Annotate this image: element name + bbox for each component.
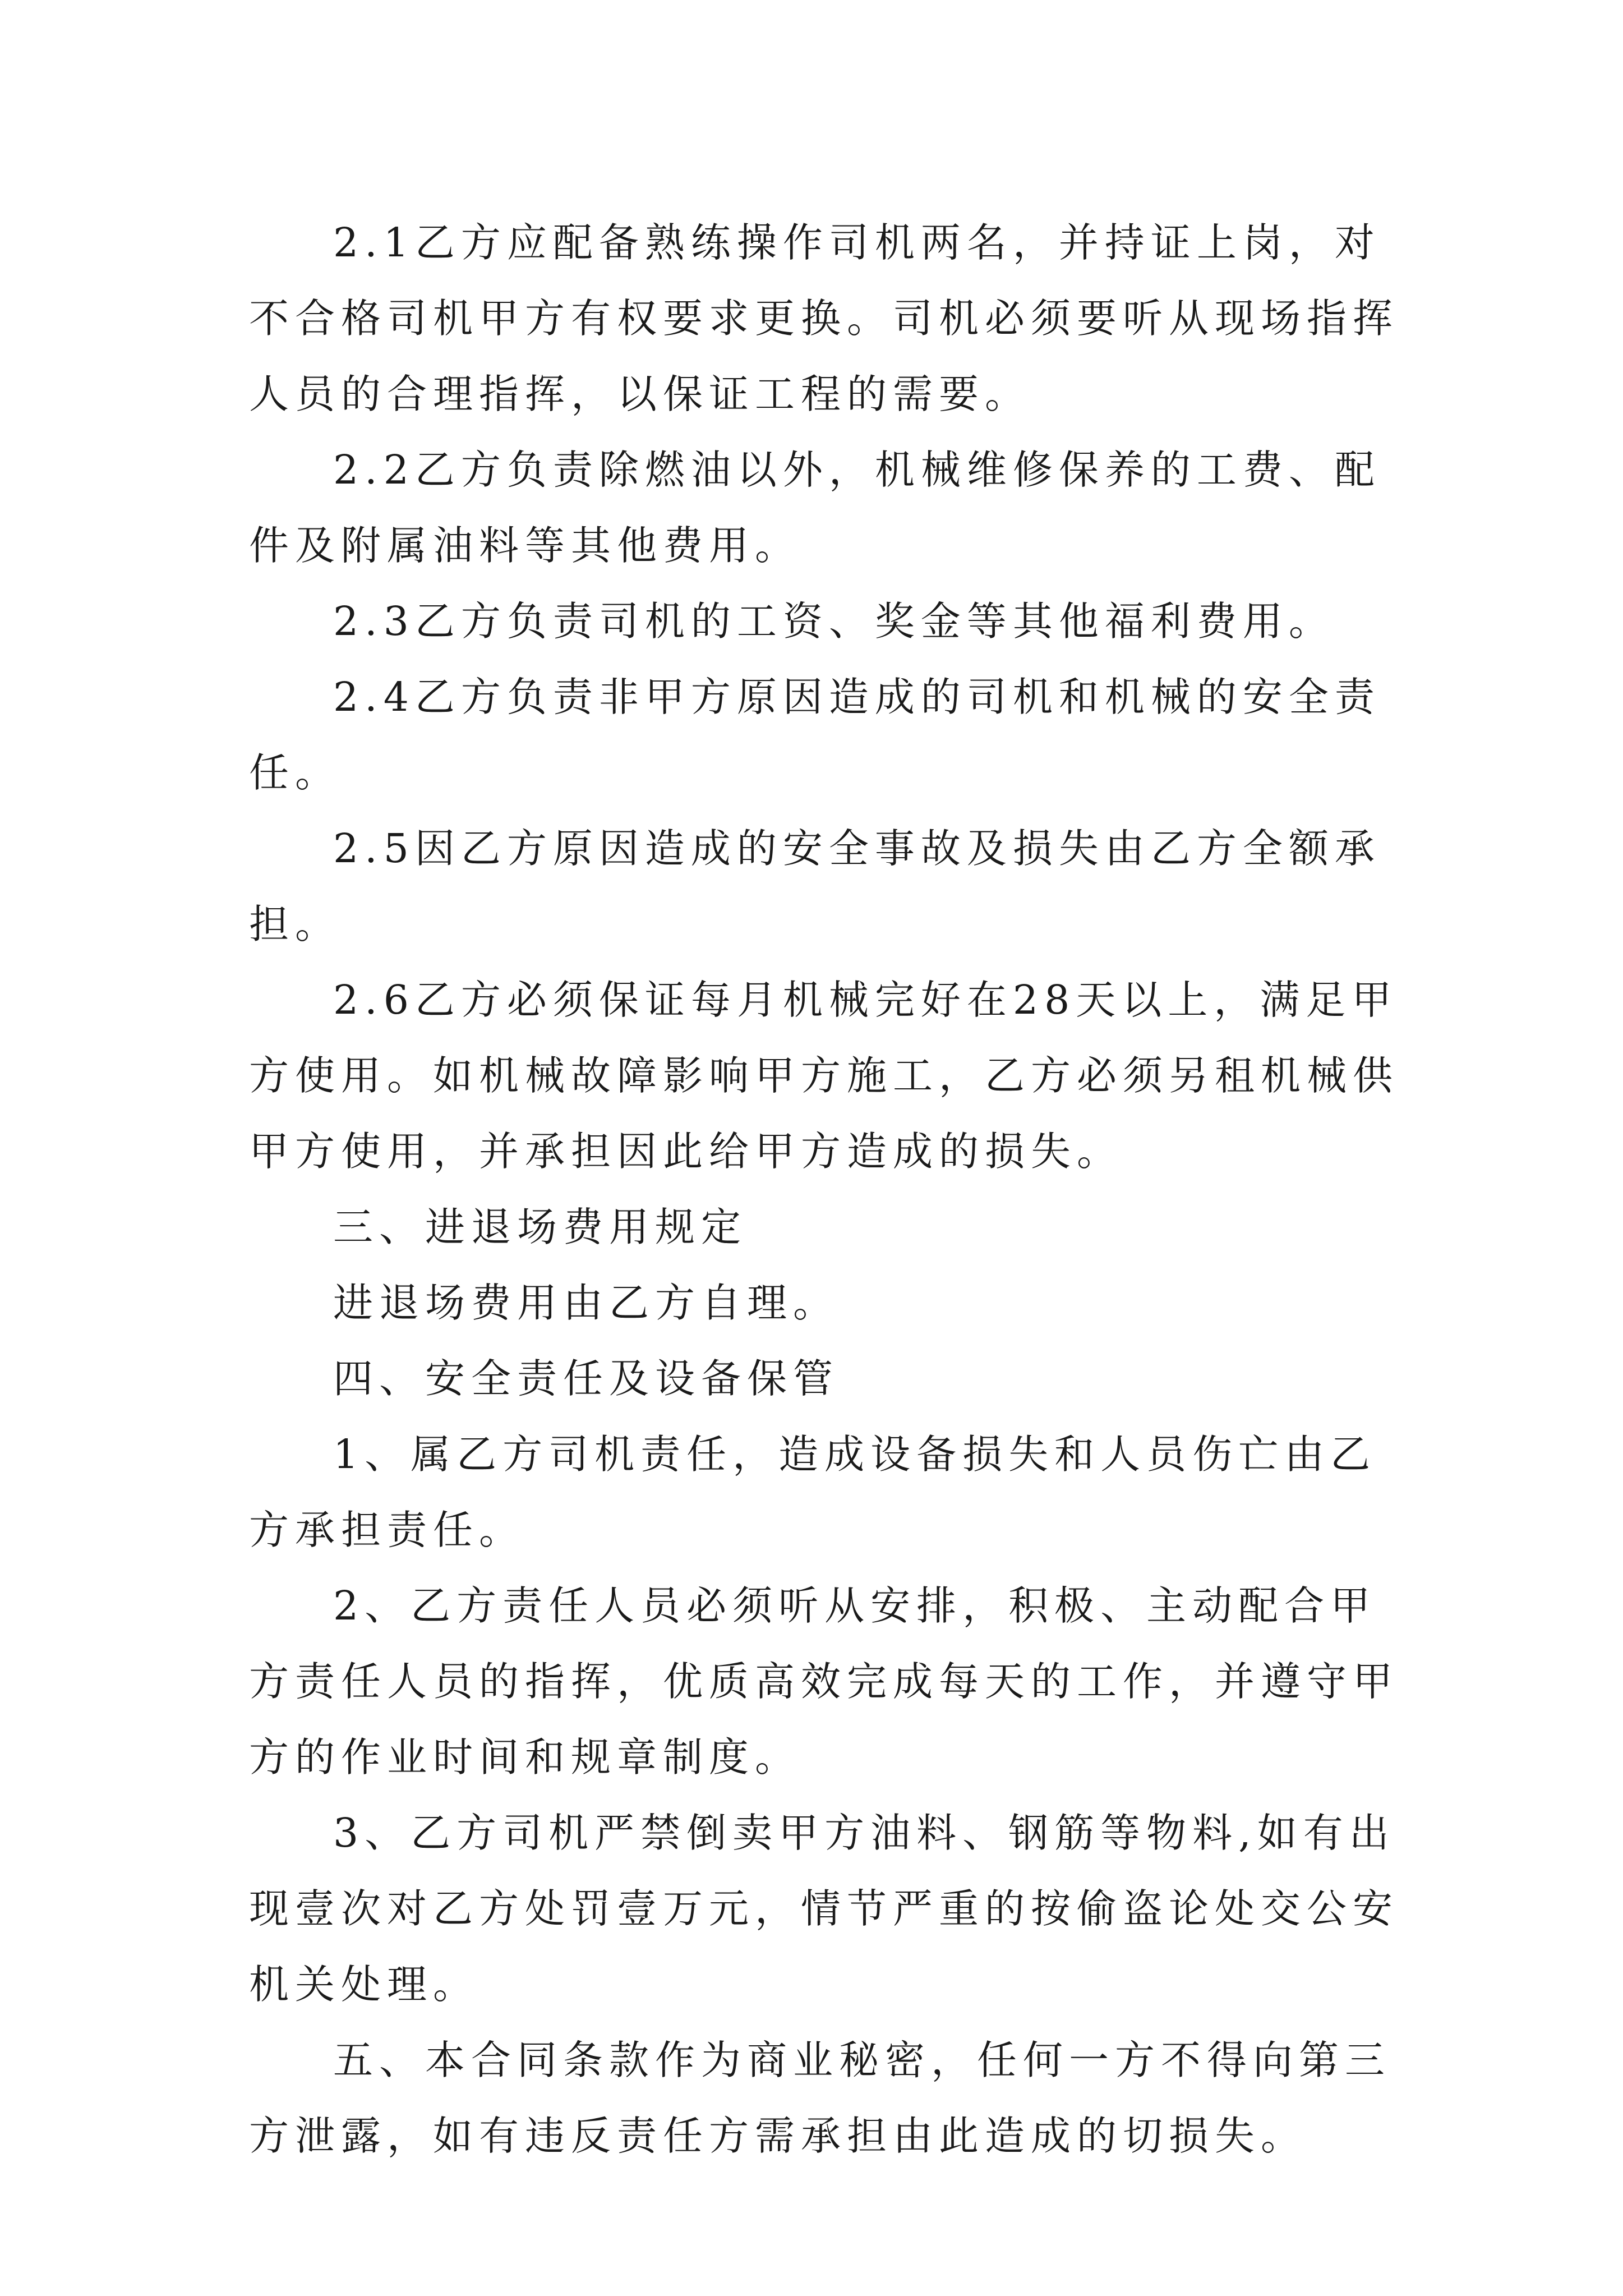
section-heading-4: 四、安全责任及设备保管	[333, 1355, 840, 1402]
clause-4-3: 3、乙方司机严禁倒卖甲方油料、钢筋等物料,如有出现壹次对乙方处罚壹万元，情节严重的按偷盗论处交公安机关处理。	[249, 1810, 1399, 2008]
section-heading-3: 三、进退场费用规定	[333, 1204, 748, 1250]
section-5-confidentiality: 五、本合同条款作为商业秘密，任何一方不得向第三方泄露，如有违反责任方需承担由此造成的切损失。	[249, 2037, 1391, 2159]
clause-2-5: 2.5因乙方原因造成的安全事故及损失由乙方全额承担。	[249, 825, 1381, 947]
clause-2-2: 2.2乙方负责除燃油以外，机械维修保养的工费、配件及附属油料等其他费用。	[249, 447, 1381, 569]
clause-2-4: 2.4乙方负责非甲方原因造成的司机和机械的安全责任。	[249, 674, 1381, 796]
clause-2-3: 2.3乙方负责司机的工资、奖金等其他福利费用。	[333, 598, 1335, 645]
clause-2-6: 2.6乙方必须保证每月机械完好在28天以上，满足甲方使用。如机械故障影响甲方施工，乙方必须另租机械供甲方使用，并承担因此给甲方造成的损失。	[249, 977, 1399, 1175]
document-body	[249, 205, 1404, 2174]
clause-4-2: 2、乙方责任人员必须听从安排，积极、主动配合甲方责任人员的指挥，优质高效完成每天的工作，并遵守甲方的作业时间和规章制度。	[249, 1582, 1399, 1780]
clause-2-1: 2.1乙方应配备熟练操作司机两名，并持证上岗，对不合格司机甲方有权要求更换。司机必须要听从现场指挥人员的合理指挥，以保证工程的需要。	[249, 219, 1399, 417]
clause-4-1: 1、属乙方司机责任，造成设备损失和人员伤亡由乙方承担责任。	[249, 1431, 1377, 1553]
section-3-body: 进退场费用由乙方自理。	[333, 1280, 840, 1326]
